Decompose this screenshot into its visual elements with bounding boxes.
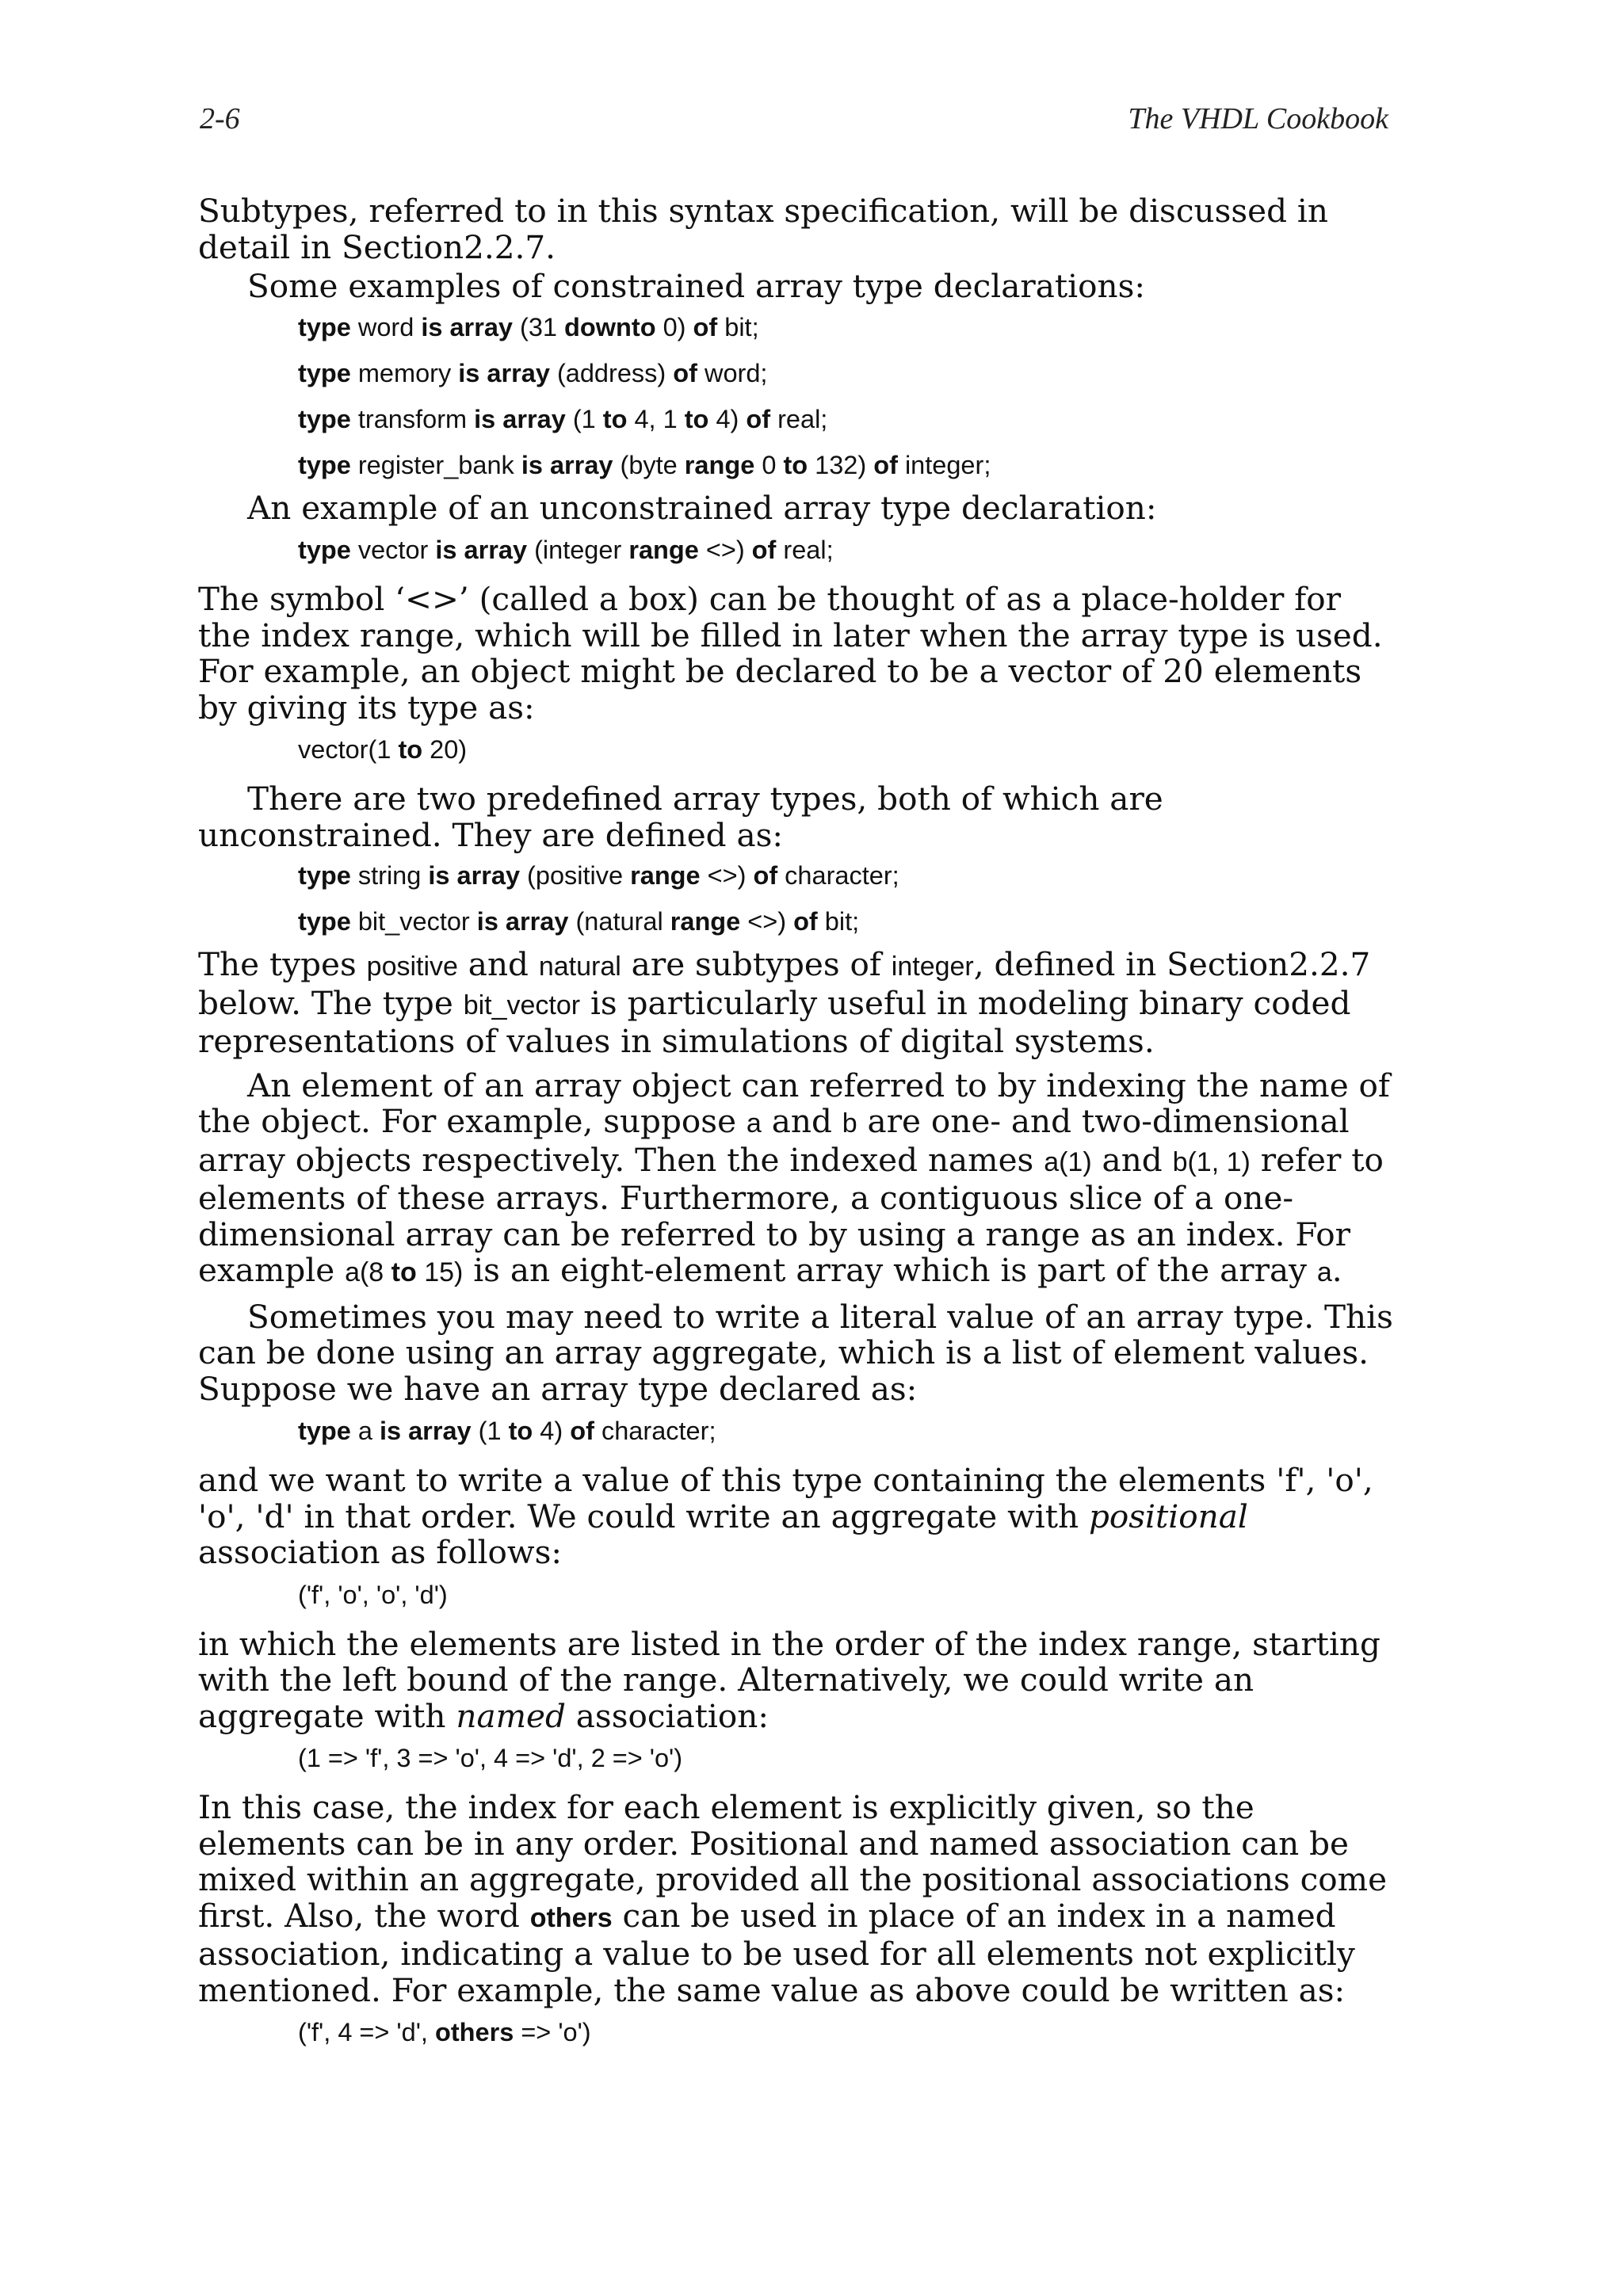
running-header-title: The VHDL Cookbook <box>1128 102 1388 135</box>
code-line: type vector is array (integer range <>) of real; <box>298 536 834 564</box>
body-text <box>198 193 1403 2064</box>
paragraph: Some examples of constrained array type declarations: <box>247 267 1145 305</box>
code-line: type a is array (1 to 4) of character; <box>298 1417 716 1445</box>
code-line: type memory is array (address) of word; <box>298 358 768 387</box>
paragraph: In this case, the index for each element is explicitly given, so the elements can be in any order. Positional and named association can be mixed within an aggregate, provided all the positional associations come first. Also, the word others can be used in place of an index in a named association, indicating a value to be used for all elements not explicitly mentioned. For example, the same value as above could be written as: <box>198 1788 1388 2009</box>
code-line: type register_bank is array (byte range 0 to 132) of integer; <box>298 450 991 479</box>
page-number: 2-6 <box>200 102 240 135</box>
code-line: vector(1 to 20) <box>298 735 468 764</box>
paragraph: Sometimes you may need to write a literal value of an array type. This can be done using an array aggregate, which is a list of element values. Suppose we have an array type declared as: <box>198 1297 1393 1408</box>
paragraph: in which the elements are listed in the order of the index range, starting with the left bound of the range. Alternatively, we could write an aggregate with named association: <box>198 1624 1381 1735</box>
code-line: type bit_vector is array (natural range <>) of bit; <box>298 907 860 936</box>
paragraph: The symbol ‘<>’ (called a box) can be thought of as a place-holder for the index range, which will be filled in later when the array type is used. For example, an object might be declared to be a vector of 20 elements by giving its type as: <box>198 580 1383 727</box>
paragraph: and we want to write a value of this type containing the elements 'f', 'o', 'o', 'd' in that order. We could write an aggregate with positional association as follows: <box>198 1461 1373 1571</box>
paragraph: There are two predefined array types, both of which are unconstrained. They are defined as: <box>198 780 1163 854</box>
code-block <box>298 860 1403 937</box>
code-block <box>298 311 1403 481</box>
paragraph: An example of an unconstrained array type declaration: <box>247 488 1157 527</box>
code-line: type word is array (31 downto 0) of bit; <box>298 312 759 341</box>
code-line: ('f', 'o', 'o', 'd') <box>298 1580 448 1609</box>
paragraph: Subtypes, referred to in this syntax specification, will be discussed in detail in Section2.2.7. <box>198 192 1328 266</box>
paragraph: An element of an array object can referred to by indexing the name of the object. For example, suppose a and b are one- and two-dimensional array objects respectively. Then the indexed names a(1) and b(1, 1) refer to elements of these arrays. Furthermore, a contiguous slice of a one-dimensional array can be referred to by using a range as an index. For example a(8 to 15) is an eight-element array which is part of the array a. <box>198 1066 1390 1289</box>
code-line: ('f', 4 => 'd', others => 'o') <box>298 2018 591 2046</box>
paragraph: The types positive and natural are subtypes of integer, defined in Section2.2.7 below. The type bit_vector is particularly useful in modeling binary coded representations of values in simulations of digital systems. <box>198 945 1371 1060</box>
code-line: (1 => 'f', 3 => 'o', 4 => 'd', 2 => 'o') <box>298 1744 683 1772</box>
code-line: type string is array (positive range <>) of character; <box>298 861 899 890</box>
code-line: type transform is array (1 to 4, 1 to 4) of real; <box>298 404 828 433</box>
